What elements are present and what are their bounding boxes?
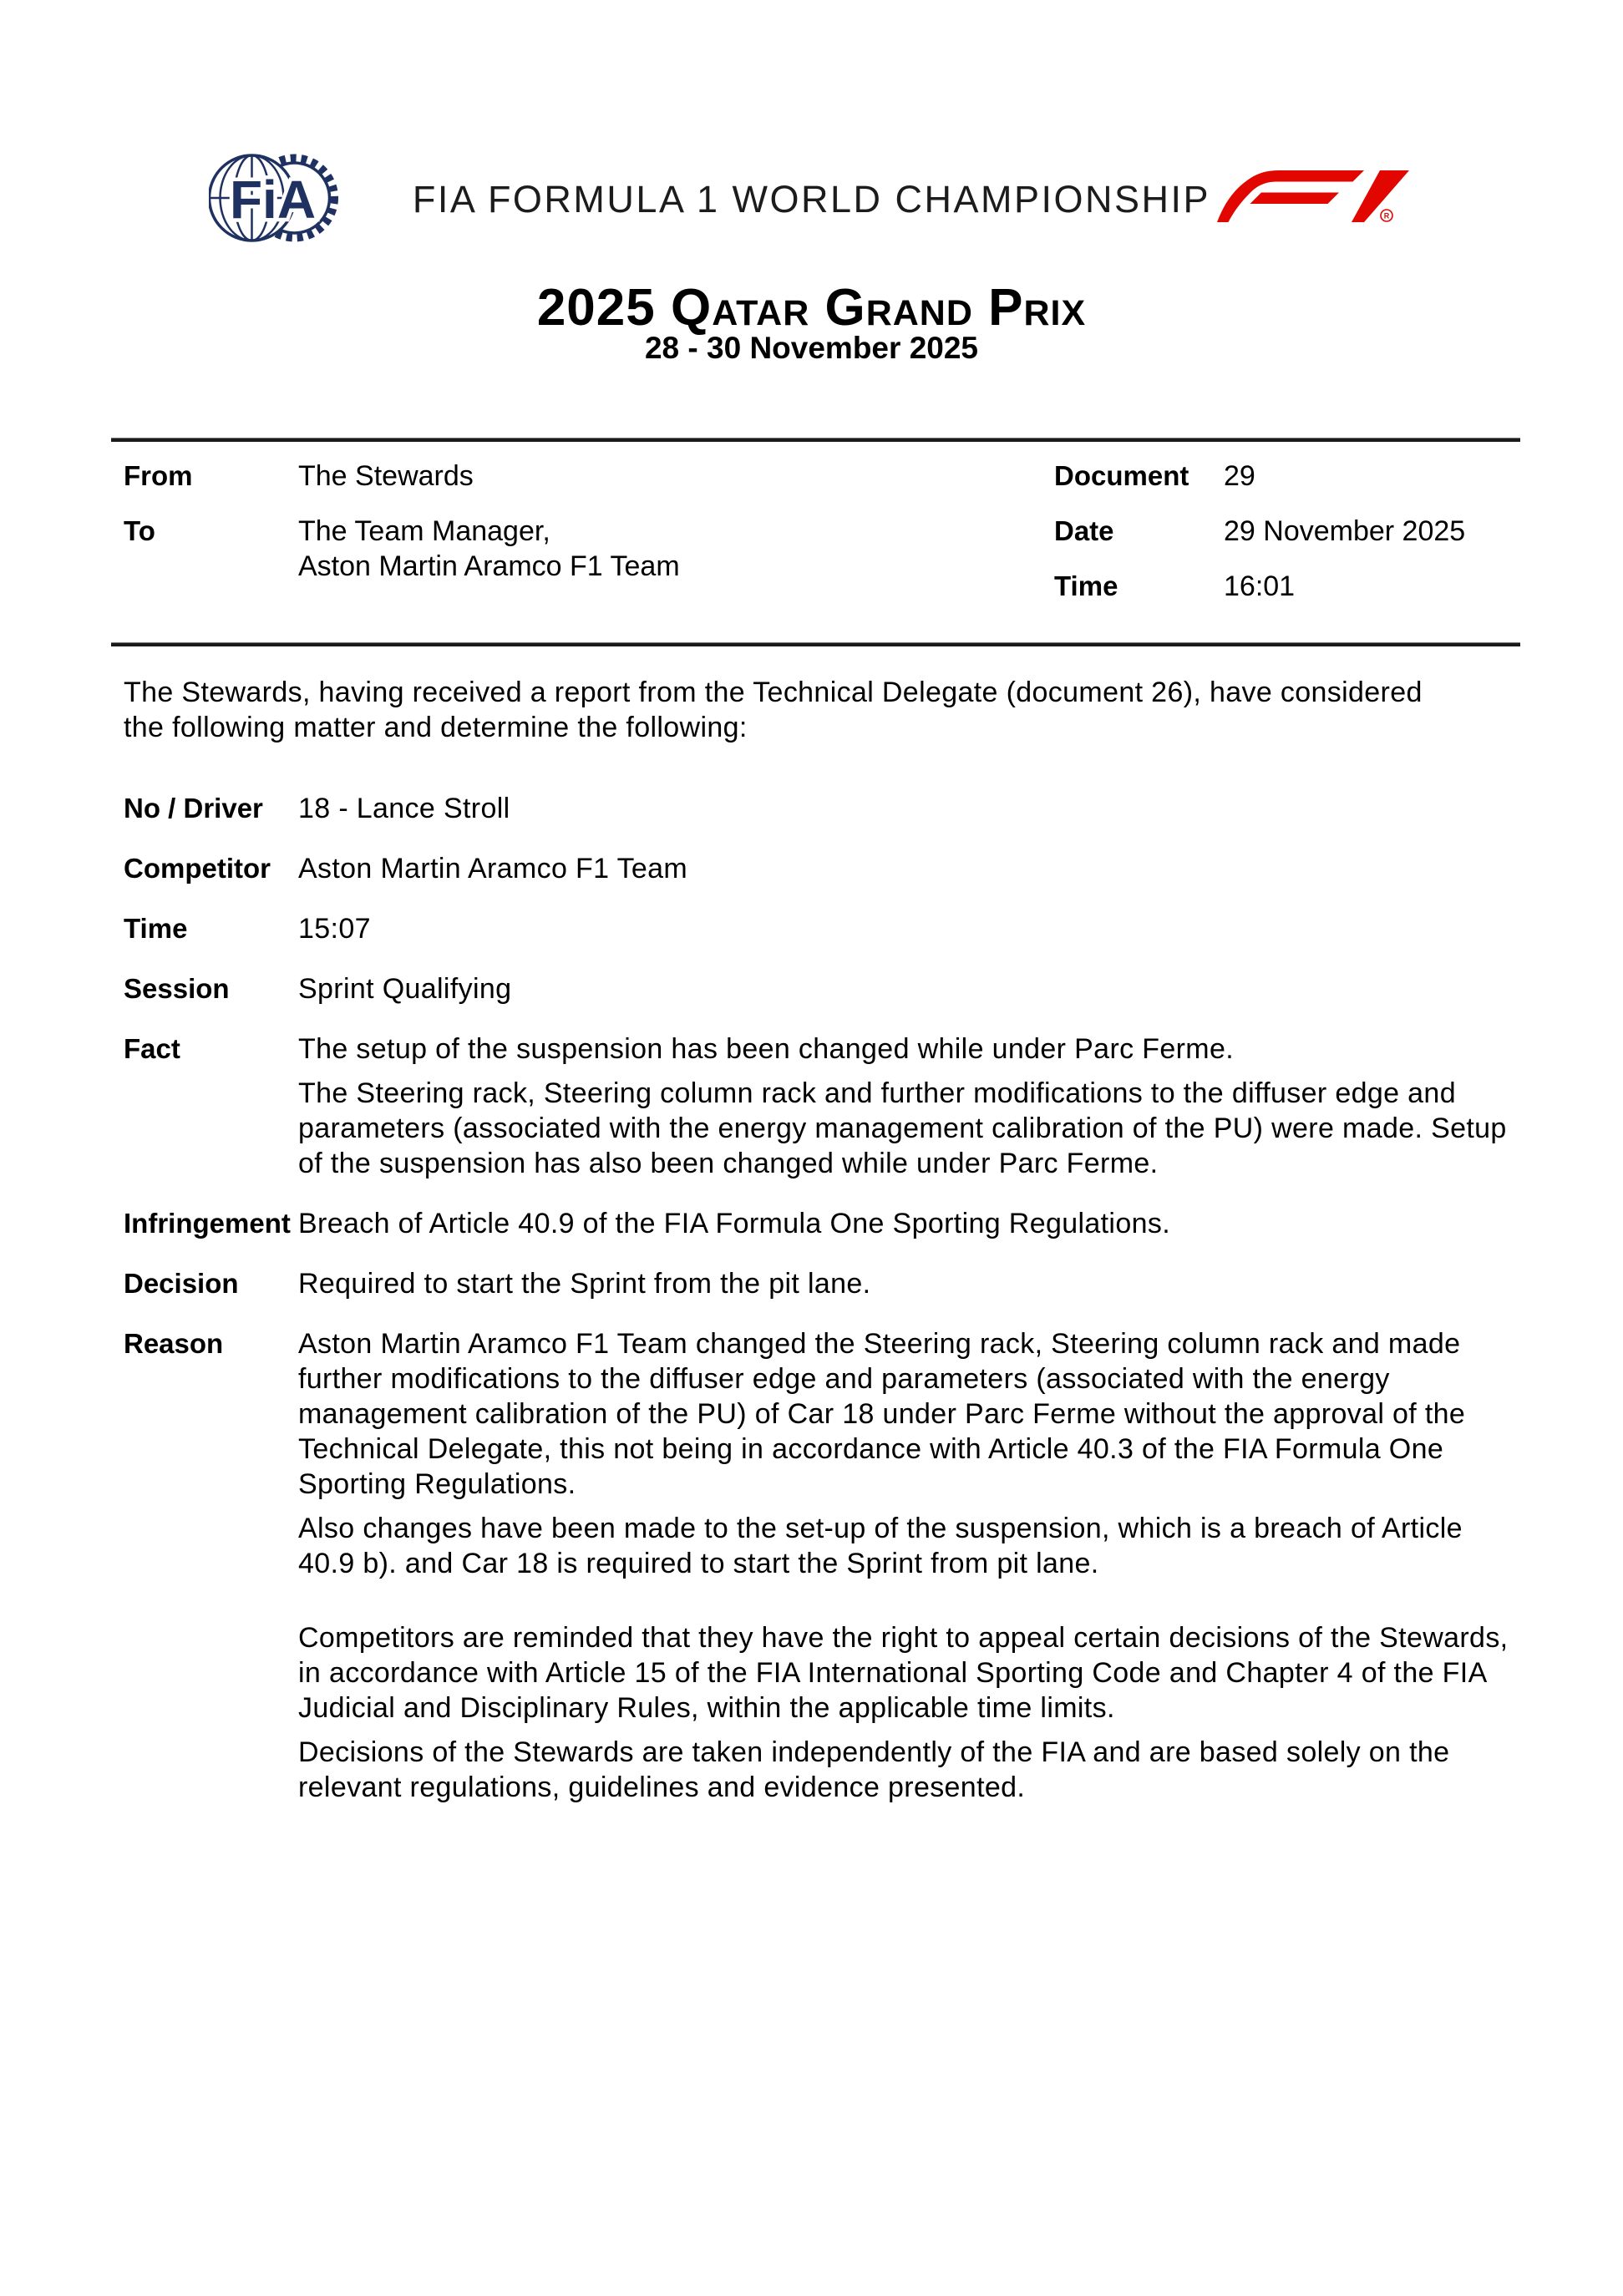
field-row-time [124,911,1527,946]
field-label-no-driver: No / Driver [124,793,263,824]
f1-logo [1217,170,1411,224]
field-row-reason [124,1326,1527,1805]
field-label-competitor: Competitor [124,853,271,884]
decision-fields [124,791,1527,1830]
field-label-reason: Reason [124,1328,224,1359]
championship-header: FIA FORMULA 1 WORLD CHAMPIONSHIP [412,178,1211,220]
field-value-competitor: Aston Martin Aramco F1 Team [298,853,688,884]
document-value: 29 [1224,460,1255,492]
fact-paragraph-1: The setup of the suspension has been changed while under Parc Ferme. [298,1033,1235,1065]
divider-top [111,438,1520,442]
field-label-decision: Decision [124,1268,239,1299]
field-value-time: 15:07 [298,913,371,945]
field-label-time: Time [124,913,188,944]
field-row-no-driver [124,791,1527,826]
intro-paragraph: The Stewards, having received a report from the Technical Delegate (document 26), have considered the following matter and determine the following: [124,677,1423,743]
field-row-decision [124,1266,1527,1301]
field-value-session: Sprint Qualifying [298,973,512,1005]
fact-paragraph-2: The Steering rack, Steering column rack and further modifications to the diffuser edge and parameters (associated with the energy management calibration of the PU) were made. Setup of the suspension has also been changed while under Parc Ferme. [298,1077,1507,1179]
to-value-line2: Aston Martin Aramco F1 Team [298,550,680,582]
from-value: The Stewards [298,460,474,492]
reason-paragraph-1: Aston Martin Aramco F1 Team changed the Steering rack, Steering column rack and made further modifications to the diffuser edge and parameters (associated with the energy management calibration of the PU) of Car 18 under Parc Ferme without the approval of the Technical Delegate, this not being in accordance with Article 40.3 of the FIA Formula One Sporting Regulations. [298,1328,1466,1500]
from-label: From [124,460,193,491]
to-value-line1: The Team Manager, [298,515,550,547]
to-label: To [124,515,155,546]
event-title: 2025 Qatar Grand Prix [536,279,1087,337]
appeal-rights-paragraph: Competitors are reminded that they have the right to appeal certain decisions of the Stewards, in accordance with Article 15 of the FIA International Sporting Code and Chapter 4 of the FIA Judicial and Disciplinary Rules, within the applicable time limits. [298,1622,1509,1724]
field-row-fact [124,1031,1527,1181]
reason-paragraph-2: Also changes have been made to the set-up of the suspension, which is a breach of Article 40.9 b). and Car 18 is required to start the Sprint from pit lane. [298,1513,1463,1579]
document-label: Document [1054,460,1189,491]
field-row-competitor [124,851,1527,886]
field-label-infringement: Infringement [124,1208,291,1239]
date-label: Date [1054,515,1114,546]
field-value-infringement: Breach of Article 40.9 of the FIA Formula One Sporting Regulations. [298,1208,1170,1239]
event-dates: 28 - 30 November 2025 [644,331,978,365]
field-label-session: Session [124,973,230,1004]
time-value: 16:01 [1224,570,1296,602]
date-value: 29 November 2025 [1224,515,1466,547]
divider-bottom [111,642,1520,646]
fia-logo-text: FiA [229,170,317,230]
independence-paragraph: Decisions of the Stewards are taken independently of the FIA and are based solely on the relevant regulations, guidelines and evidence presented. [298,1736,1450,1803]
time-label: Time [1054,570,1118,601]
field-row-session [124,971,1527,1006]
field-row-infringement [124,1206,1527,1241]
field-label-fact: Fact [124,1033,180,1064]
field-value-decision: Required to start the Sprint from the pit lane. [298,1268,871,1300]
f1-registered-icon: R [1383,211,1390,220]
field-value-no-driver: 18 - Lance Stroll [298,793,510,824]
